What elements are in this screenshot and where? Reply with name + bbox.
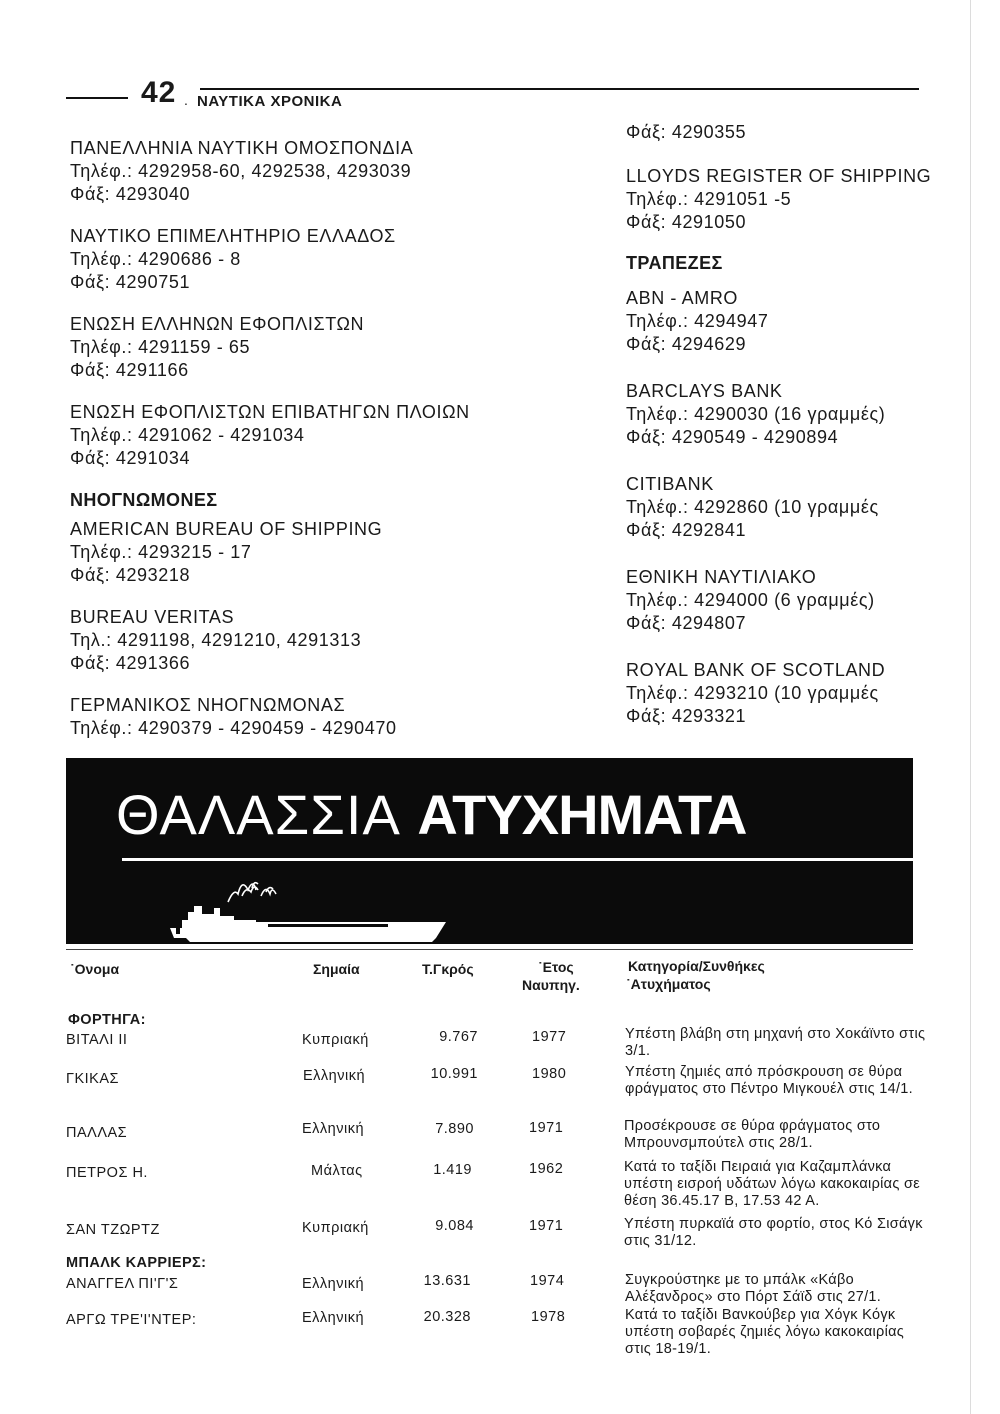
page-number: 42 [141,76,177,109]
category-bulk: ΜΠΑΛΚ ΚΑΡΡΙΕΡΣ: [66,1255,207,1271]
row-name: ΓΚΙΚΑΣ [66,1071,119,1087]
banner-title-thin: ΘΑΛΑΣΣΙΑ [116,783,401,846]
col-header-year [538,959,574,976]
org-entry [70,401,550,470]
bank-fax: Φάξ: 4292841 [626,520,747,540]
bank-name: ABN - AMRO [626,288,739,308]
register-name: ΓΕΡΜΑΝΙΚΟΣ ΝΗΟΓΝΩΜΟΝΑΣ [70,695,346,715]
row-flag: Ελληνική [303,1068,366,1084]
register-entry [70,694,550,740]
register-fax: Φάξ: 4291050 [626,212,747,232]
row-name: ΠΑΛΛΑΣ [66,1125,128,1141]
row-description: Υπέστη βλάβη στη μηχανή στο Χοκάϊντο στις 3/1. [625,1026,926,1059]
bank-name: ΕΘΝΙΚΗ ΝΑΥΤΙΛΙΑΚΟ [626,567,817,587]
bank-fax: Φάξ: 4294629 [626,334,747,354]
register-entry [626,165,946,234]
bank-name: CITIBANK [626,474,714,494]
register-tel: Τηλέφ.: 4291051 -5 [626,189,792,209]
register-name: BUREAU VERITAS [70,607,235,627]
register-tel: Τηλέφ.: 4290379 - 4290459 - 4290470 [70,718,397,738]
row-flag: Κυπριακή [302,1032,369,1048]
register-fax: Φάξ: 4293218 [70,565,191,585]
org-fax: Φάξ: 4291166 [70,360,189,380]
org-tel: Τηλέφ.: 4290686 - 8 [70,249,241,269]
page-edge [970,0,971,1414]
row-year: 1962 [529,1161,564,1177]
row-flag: Ελληνική [302,1121,365,1137]
row-description: Συγκρούστηκε με το μπάλκ «Κάβο Αλέξανδρος» στο Πόρτ Σάϊδ στις 27/1. [625,1272,882,1305]
col-header-category-2: ˙Ατυχήματος [626,976,711,992]
register-entry [70,606,550,675]
row-name: ΑΝΑΓΓΕΛ ΠΙ'Γ'Σ [66,1276,179,1292]
col-header-year-2: Ναυπηγ. [522,977,580,993]
row-description: Υπέστη ζημιές από πρόσκρουση σε θύρα φράγματος στο Πέντρο Μιγκουέλ στις 14/1. [625,1064,913,1097]
bank-tel: Τηλέφ.: 4294000 (6 γραμμές) [626,590,875,610]
org-tel: Τηλέφ.: 4291062 - 4291034 [70,425,305,445]
bank-tel: Τηλέφ.: 4290030 (16 γραμμές) [626,404,886,424]
burning-ship-illustration [116,866,456,944]
bank-name: BARCLAYS BANK [626,381,783,401]
col-header-year-line1: ˙Ετος [538,959,574,975]
banner-title-bold: ΑΤΥΧΗΜΑΤΑ [417,783,747,846]
row-description: Προσέκρουσε σε θύρα φράγματος στο Μπρουνσμπούτελ στις 28/1. [624,1118,881,1151]
category-cargo: ΦΟΡΤΗΓΑ: [68,1012,146,1028]
org-tel: Τηλέφ.: 4291159 - 65 [70,337,251,357]
org-name: ΕΝΩΣΗ ΕΦΟΠΛΙΣΤΩΝ ΕΠΙΒΑΤΗΓΩΝ ΠΛΟΙΩΝ [70,402,470,422]
bank-entry [626,659,946,728]
bank-tel: Τηλέφ.: 4292860 (10 γραμμές [626,497,879,517]
magazine-title: ΝΑΥΤΙΚΑ ΧΡΟΝΙΚΑ [197,93,343,110]
register-tel: Τηλέφ.: 4293215 - 17 [70,542,252,562]
header-rule-left [66,97,128,99]
header-dot: . [184,92,188,108]
org-tel: Τηλέφ.: 4292958-60, 4292538, 4293039 [70,161,412,181]
row-year: 1974 [530,1273,565,1289]
row-description: Κατά το ταξίδι Πειραιά για Καζαμπλάνκα υπέστη εισροή υδάτων λόγω κακοκαιρίας σε θέση 36.45.17 Β, 17.53 42 Α. [624,1159,920,1209]
org-name: ΠΑΝΕΛΛΗΝΙΑ ΝΑΥΤΙΚΗ ΟΜΟΣΠΟΝΔΙΑ [70,138,414,158]
row-grt: 1.419 [433,1162,472,1178]
table-rule [66,949,913,950]
banner-rule [122,858,913,861]
register-tel: Τηλ.: 4291198, 4291210, 4291313 [70,630,362,650]
row-grt: 7.890 [435,1121,474,1137]
row-description: Κατά το ταξίδι Βανκούβερ για Χόγκ Κόγκ υπέστη σοβαρές ζημιές λόγω κακοκαιρίας στις 18-19/1. [625,1307,905,1357]
row-year: 1980 [532,1066,567,1082]
bank-fax: Φάξ: 4293321 [626,706,747,726]
bank-entry [626,473,946,542]
row-flag: Ελληνική [302,1310,365,1326]
org-entry [70,137,550,206]
row-year: 1977 [532,1029,567,1045]
col-header-name: ˙Ονομα [70,961,120,977]
col-header-category: Κατηγορία/Συνθήκες [628,958,765,974]
bank-fax: Φάξ: 4294807 [626,613,747,633]
header-rule-right [200,88,919,90]
row-flag: Ελληνική [302,1276,365,1292]
row-description: Υπέστη πυρκαϊά στο φορτίο, στος Κό Σισάγκ στις 31/12. [624,1216,923,1249]
org-fax: Φάξ: 4293040 [70,184,191,204]
row-flag: Μάλτας [311,1163,363,1179]
org-fax: Φάξ: 4291034 [70,448,191,468]
section-banner [66,758,913,944]
bank-entry [626,287,946,356]
row-name: ΠΕΤΡΟΣ Η. [66,1165,148,1181]
continued-fax: Φάξ: 4290355 [626,122,747,142]
left-directory-column [70,137,550,759]
bank-name: ROYAL BANK OF SCOTLAND [626,660,886,680]
register-entry [70,518,550,587]
right-directory-column [626,121,946,752]
section-heading-banks: ΤΡΑΠΕΖΕΣ [626,253,723,273]
bank-entry [626,566,946,635]
row-grt: 13.631 [423,1273,471,1289]
bank-tel: Τηλέφ.: 4294947 [626,311,769,331]
register-fax: Φάξ: 4291366 [70,653,191,673]
col-header-grt: Τ.Γκρός [422,961,474,977]
row-grt: 9.767 [439,1029,478,1045]
register-name: AMERICAN BUREAU OF SHIPPING [70,519,383,539]
row-year: 1971 [529,1218,564,1234]
col-header-flag: Σημαία [313,961,360,977]
org-name: ΝΑΥΤΙΚΟ ΕΠΙΜΕΛΗΤΗΡΙΟ ΕΛΛΑΔΟΣ [70,226,396,246]
org-fax: Φάξ: 4290751 [70,272,191,292]
banner-title [116,782,746,847]
org-entry [70,225,550,294]
org-name: ΕΝΩΣΗ ΕΛΛΗΝΩΝ ΕΦΟΠΛΙΣΤΩΝ [70,314,365,334]
row-year: 1978 [531,1309,566,1325]
row-grt: 20.328 [423,1309,471,1325]
row-flag: Κυπριακή [302,1220,369,1236]
register-name: LLOYDS REGISTER OF SHIPPING [626,166,932,186]
org-entry [70,313,550,382]
row-grt: 9.084 [435,1218,474,1234]
row-name: ΑΡΓΩ ΤΡΕ'Ι'ΝΤΕΡ: [66,1312,197,1328]
bank-fax: Φάξ: 4290549 - 4290894 [626,427,839,447]
bank-entry [626,380,946,449]
row-year: 1971 [529,1120,564,1136]
row-grt: 10.991 [430,1066,478,1082]
section-heading-classification: ΝΗΟΓΝΩΜΟΝΕΣ [70,490,218,510]
row-name: ΣΑΝ ΤΖΩΡΤΖ [66,1222,160,1238]
bank-tel: Τηλέφ.: 4293210 (10 γραμμές [626,683,879,703]
row-name: ΒΙΤΑΛΙ ΙΙ [66,1032,128,1048]
